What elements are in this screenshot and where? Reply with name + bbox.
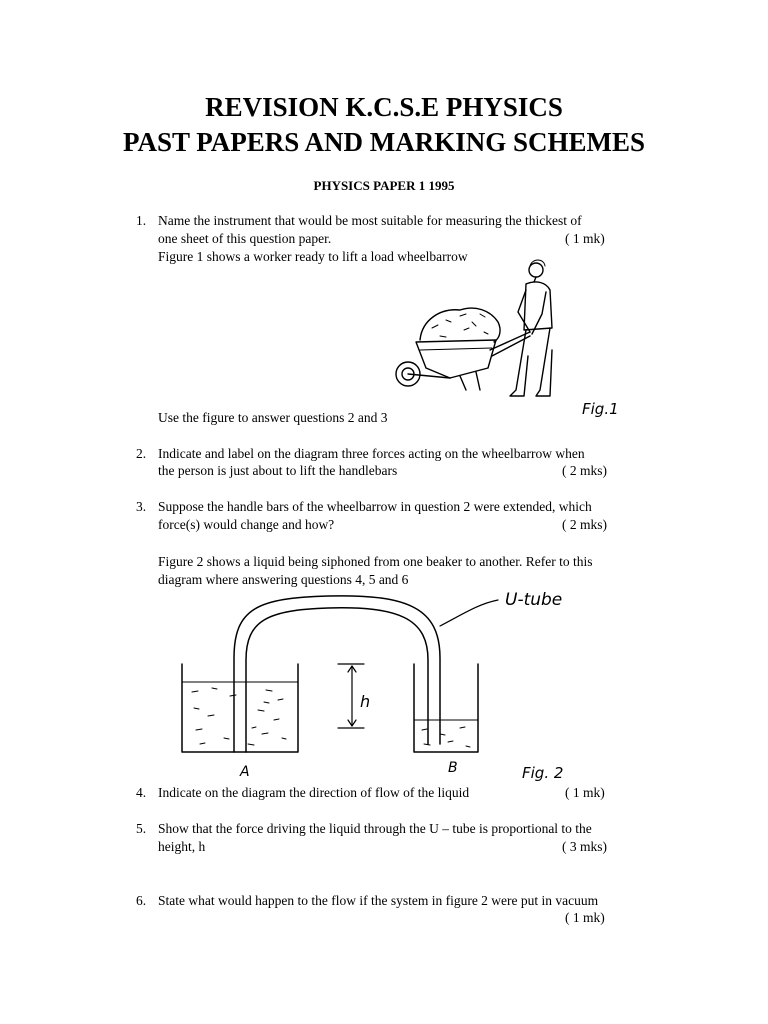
question-text-line: Name the instrument that would be most suitable for measuring the thickest of	[158, 213, 582, 228]
question-text-line: Indicate on the diagram the direction of flow of the liquid	[158, 785, 470, 800]
figure1-caption: Fig.1	[582, 400, 619, 418]
question-number: 3.	[136, 499, 147, 514]
question-marks: ( 3 mks)	[562, 839, 607, 854]
question-text-line: Suppose the handle bars of the wheelbarrow in question 2 were extended, which	[158, 499, 592, 514]
figure2-beaker-a-label: A	[240, 764, 250, 780]
question-text-line: height, h	[158, 839, 206, 854]
figure2-tube-label: U-tube	[505, 590, 563, 610]
document-title-line1: REVISION K.C.S.E PHYSICS	[205, 92, 563, 122]
question-text-line: Show that the force driving the liquid through the U – tube is proportional to the	[158, 821, 592, 836]
document-title-line2: PAST PAPERS AND MARKING SCHEMES	[122, 127, 646, 157]
figure1-wheelbarrow-diagram	[380, 250, 610, 420]
question-marks: ( 1 mk)	[565, 910, 605, 925]
question-marks: ( 1 mk)	[565, 785, 605, 800]
figure1-intro: Figure 1 shows a worker ready to lift a load wheelbarrow	[158, 249, 468, 264]
question-number: 5.	[136, 821, 147, 836]
question-number: 1.	[136, 213, 147, 228]
question-text-line: one sheet of this question paper.	[158, 231, 332, 246]
figure2-beaker-b-label: B	[448, 760, 458, 776]
question-text-line: the person is just about to lift the handlebars	[158, 463, 398, 478]
question-number: 6.	[136, 893, 147, 908]
figure2-height-label: h	[360, 692, 371, 711]
question-number: 2.	[136, 446, 147, 461]
question-text-line: force(s) would change and how?	[158, 517, 335, 532]
question-marks: ( 1 mk)	[565, 231, 605, 246]
question-text-line: State what would happen to the flow if the system in figure 2 were put in vacuum	[158, 893, 599, 908]
question-text-line: Indicate and label on the diagram three forces acting on the wheelbarrow when	[158, 446, 585, 461]
figure2-caption: Fig. 2	[522, 764, 564, 782]
figure1-after-text: Use the figure to answer questions 2 and 3	[158, 410, 388, 425]
question-number: 4.	[136, 785, 147, 800]
question-marks: ( 2 mks)	[562, 463, 607, 478]
figure2-intro-line2: diagram where answering questions 4, 5 and 6	[158, 572, 409, 587]
paper-subtitle: PHYSICS PAPER 1 1995	[313, 178, 455, 193]
question-marks: ( 2 mks)	[562, 517, 607, 532]
figure2-intro-line1: Figure 2 shows a liquid being siphoned from one beaker to another. Refer to this	[158, 554, 593, 569]
figure2-siphon-diagram	[178, 588, 598, 788]
